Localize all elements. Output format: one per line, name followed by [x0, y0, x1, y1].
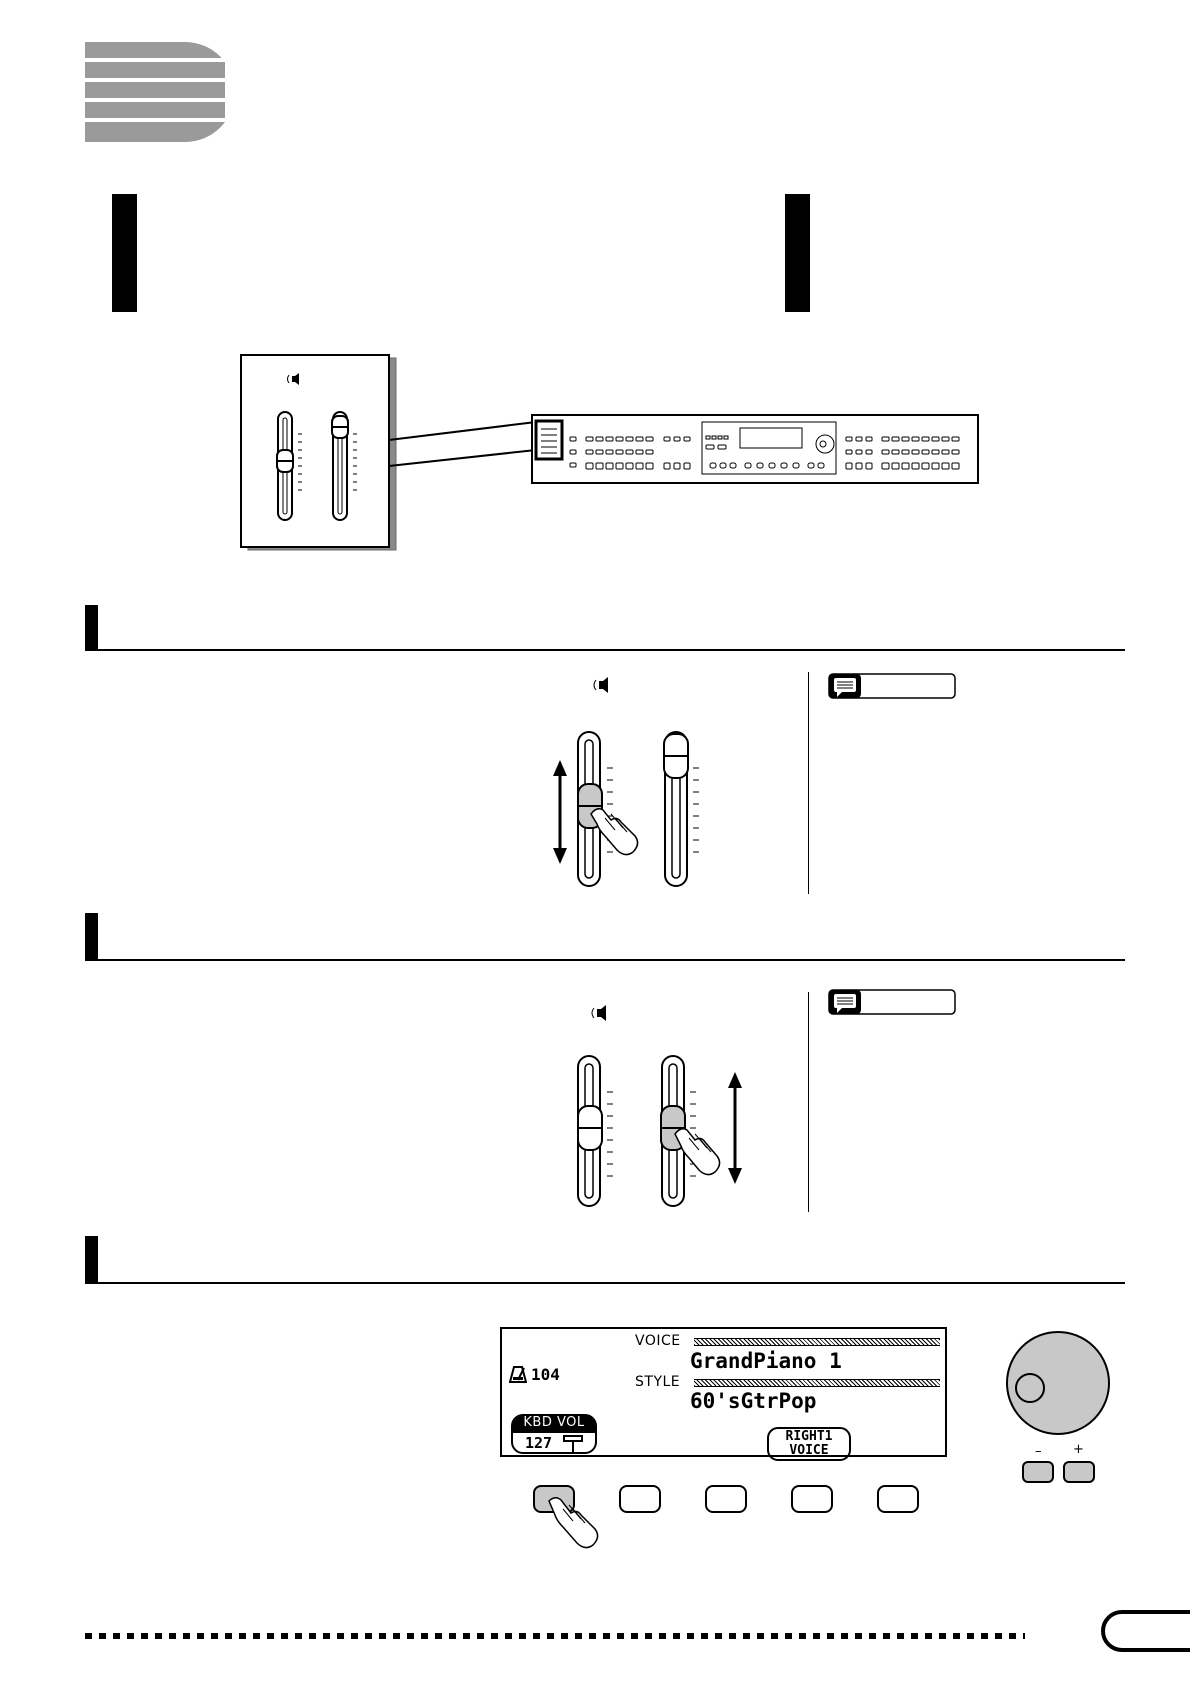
striped-tab-icon — [85, 42, 225, 142]
inc-label: + — [1073, 1442, 1084, 1457]
section-1-rule — [85, 649, 1125, 651]
style-label: STYLE — [635, 1374, 681, 1390]
dec-button[interactable] — [1022, 1461, 1054, 1483]
right1-line1: RIGHT1 — [785, 1429, 833, 1444]
speaker-icon — [592, 1005, 606, 1021]
section-2-divider — [808, 992, 809, 1212]
style-value[interactable]: 60'sGtrPop — [690, 1389, 817, 1413]
hand-icon — [545, 1495, 615, 1551]
inc-button[interactable] — [1063, 1461, 1095, 1483]
lcd-button-5[interactable] — [877, 1485, 919, 1513]
overview-figure — [240, 350, 980, 560]
style-hatch — [694, 1379, 940, 1387]
lcd-display — [500, 1327, 947, 1457]
kbd-vol-meter-icon — [563, 1435, 585, 1453]
right1-voice-box[interactable] — [767, 1427, 851, 1461]
page-tab-icon — [1100, 1610, 1190, 1652]
accompaniment-volume-illustration — [545, 992, 755, 1212]
note-icon — [828, 672, 958, 702]
section-2-marker — [85, 913, 98, 961]
lcd-button-3[interactable] — [705, 1485, 747, 1513]
note-icon — [828, 988, 958, 1018]
voice-label: VOICE — [635, 1333, 681, 1349]
tempo-value: 104 — [531, 1365, 560, 1384]
keyboard-panel-icon — [532, 415, 978, 483]
footer-dotted-rule — [85, 1633, 1025, 1639]
section-1-marker — [85, 605, 98, 651]
kbd-vol-label: KBD VOL — [523, 1415, 585, 1430]
kbd-vol-box[interactable] — [511, 1414, 597, 1454]
metronome-icon — [509, 1365, 527, 1383]
speaker-icon — [594, 677, 608, 693]
header-bar-left — [112, 194, 137, 312]
section-2-rule — [85, 959, 1125, 961]
voice-value[interactable]: GrandPiano 1 — [690, 1349, 842, 1373]
lcd-button-4[interactable] — [791, 1485, 833, 1513]
voice-hatch — [694, 1338, 940, 1346]
header-bar-right — [785, 194, 810, 312]
section-3-rule — [85, 1282, 1125, 1284]
section-3-marker — [85, 1236, 98, 1284]
master-volume-illustration — [545, 672, 725, 892]
data-dial[interactable] — [1005, 1330, 1111, 1436]
lcd-button-2[interactable] — [619, 1485, 661, 1513]
section-1-divider — [808, 672, 809, 894]
kbd-vol-value: 127 — [525, 1434, 553, 1452]
right1-line2: VOICE — [789, 1443, 829, 1458]
dec-label: – — [1035, 1444, 1042, 1459]
